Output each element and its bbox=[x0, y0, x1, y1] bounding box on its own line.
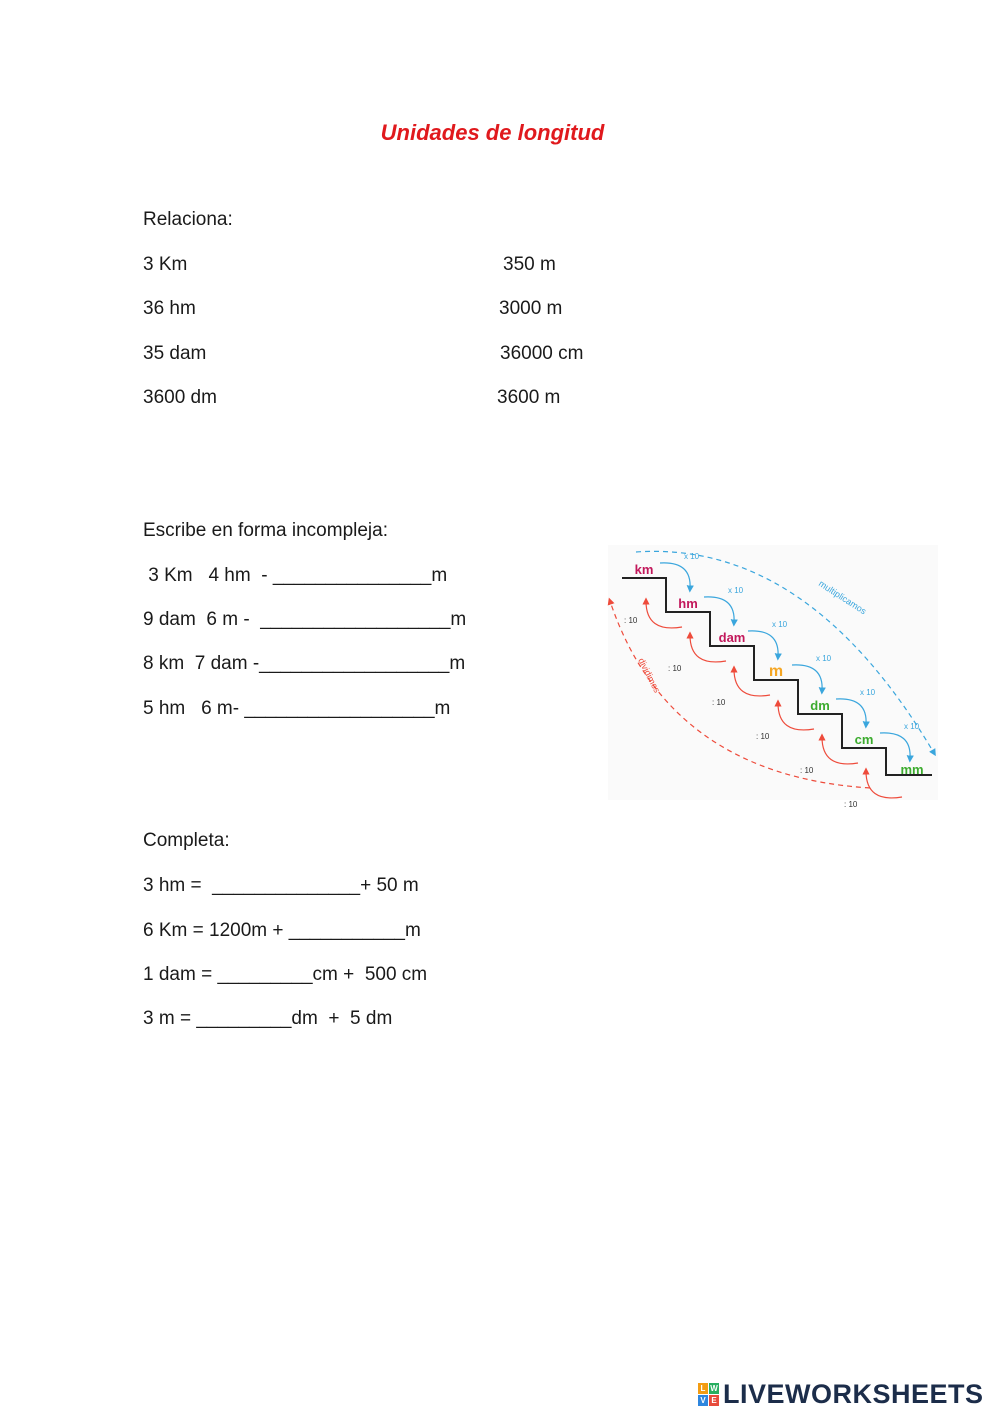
incompleja-item[interactable]: 3 Km 4 hm - _______________m bbox=[143, 565, 448, 586]
incompleja-item[interactable]: 9 dam 6 m - __________________m bbox=[143, 609, 467, 630]
multiply-label: x 10 bbox=[728, 586, 744, 595]
divide-label: : 10 bbox=[624, 616, 638, 625]
relaciona-heading: Relaciona: bbox=[143, 209, 233, 230]
incompleja-heading: Escribe en forma incompleja: bbox=[143, 520, 388, 541]
unit-label-dam: dam bbox=[718, 630, 746, 645]
relaciona-left-item[interactable]: 3600 dm bbox=[143, 387, 217, 408]
dividimos-label: dividimos bbox=[636, 656, 663, 695]
page-title: Unidades de longitud bbox=[380, 120, 605, 145]
relaciona-right-item[interactable]: 3600 m bbox=[497, 387, 561, 408]
multiply-label: x 10 bbox=[684, 552, 700, 561]
brand-name: LIVEWORKSHEETS bbox=[723, 1378, 984, 1409]
unit-label-hm: hm bbox=[678, 596, 698, 611]
multiply-label: x 10 bbox=[860, 688, 876, 697]
logo-mark-icon: L W V E bbox=[698, 1383, 719, 1406]
relaciona-right-item[interactable]: 3000 m bbox=[499, 298, 563, 319]
unit-label-mm: mm bbox=[900, 762, 924, 777]
multiplicamos-label: multiplicamos bbox=[816, 578, 869, 617]
completa-item[interactable]: 1 dam = _________cm + 500 cm bbox=[143, 964, 428, 985]
relaciona-left-item[interactable]: 36 hm bbox=[143, 298, 196, 319]
incompleja-item[interactable]: 8 km 7 dam -__________________m bbox=[143, 653, 466, 674]
unit-label-m: m bbox=[768, 663, 784, 680]
unit-label-dm: dm bbox=[810, 698, 830, 713]
relaciona-left-item[interactable]: 35 dam bbox=[143, 343, 207, 364]
relaciona-right-item[interactable]: 36000 cm bbox=[500, 343, 584, 364]
multiply-label: x 10 bbox=[904, 722, 920, 731]
completa-item[interactable]: 3 m = _________dm + 5 dm bbox=[143, 1008, 393, 1029]
incompleja-item[interactable]: 5 hm 6 m- __________________m bbox=[143, 698, 451, 719]
unit-staircase-diagram bbox=[608, 545, 938, 809]
divide-label: : 10 bbox=[756, 732, 770, 741]
multiply-label: x 10 bbox=[816, 654, 832, 663]
divide-label: : 10 bbox=[668, 664, 682, 673]
relaciona-left-item[interactable]: 3 Km bbox=[143, 254, 188, 275]
completa-item[interactable]: 3 hm = ______________+ 50 m bbox=[143, 875, 419, 896]
unit-label-cm: cm bbox=[854, 732, 874, 747]
relaciona-right-item[interactable]: 350 m bbox=[503, 254, 556, 275]
divide-label: : 10 bbox=[844, 800, 858, 809]
unit-label-km: km bbox=[634, 562, 654, 577]
liveworksheets-logo bbox=[698, 1376, 984, 1412]
completa-heading: Completa: bbox=[143, 830, 230, 851]
multiply-label: x 10 bbox=[772, 620, 788, 629]
divide-label: : 10 bbox=[712, 698, 726, 707]
completa-item[interactable]: 6 Km = 1200m + ___________m bbox=[143, 920, 421, 941]
divide-label: : 10 bbox=[800, 766, 814, 775]
